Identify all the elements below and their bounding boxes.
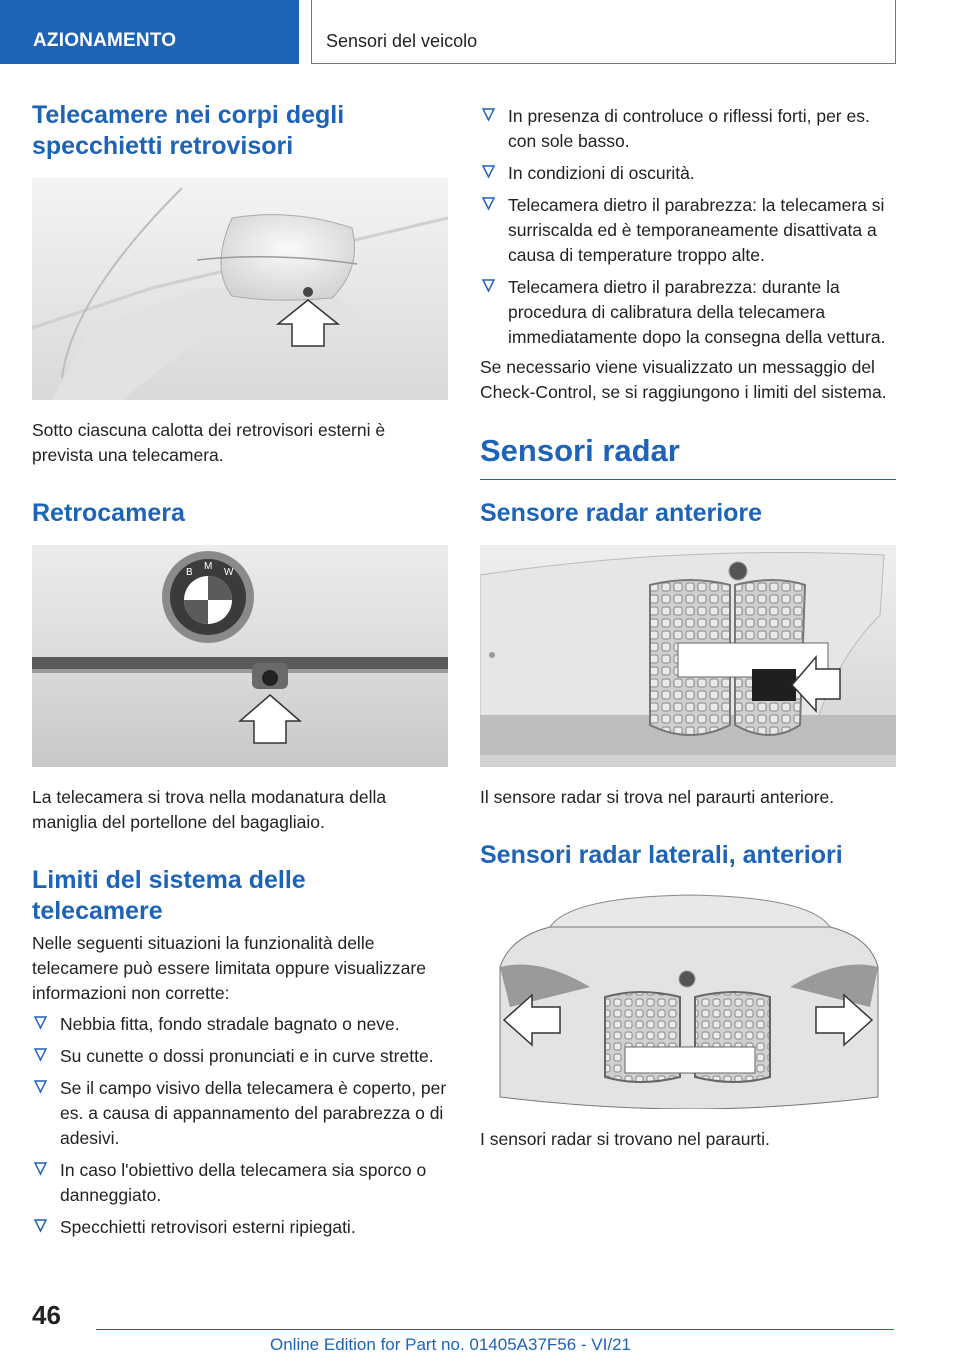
triangle-bullet-icon	[482, 108, 495, 122]
triangle-bullet-icon	[482, 279, 495, 293]
camera-limits-list	[32, 1012, 448, 1240]
header-section-tab	[0, 0, 299, 64]
list-item: Nebbia fitta, fondo stradale bagnato o neve.	[32, 1012, 448, 1037]
left-column	[32, 100, 448, 1247]
triangle-bullet-icon	[482, 165, 495, 179]
list-item: In caso l'obiettivo della telecamera sia sporco o danneggiato.	[32, 1158, 448, 1208]
heading-rear-camera: Retrocamera	[32, 499, 185, 527]
list-item: Se il campo visivo della telecamera è coperto, per es. a causa di appannamento del parabrezza o di adesivi.	[32, 1076, 448, 1151]
list-item: In condizioni di oscurità.	[480, 161, 896, 186]
list-item: Telecamera dietro il parabrezza: la telecamera si surriscalda ed è temporaneamente disattivata a causa di temperature troppo alte.	[480, 193, 896, 268]
header-section-label: AZIONAMENTO	[33, 30, 177, 51]
triangle-bullet-icon	[34, 1080, 47, 1094]
heading-front-radar: Sensore radar anteriore	[480, 499, 763, 527]
footer-edition: Online Edition for Part no. 01405A37F56 - VI/21	[270, 1335, 632, 1354]
paragraph-camera-limits: Nelle seguenti situazioni la funzionalità delle telecamere può essere limitata oppure visualizzare informazioni non corrette:	[32, 933, 426, 1003]
paragraph-side-radar: I sensori radar si trovano nel paraurti.	[480, 1129, 770, 1149]
heading-mirror-cameras: Telecamere nei corpi degli specchietti retrovisori	[32, 101, 345, 160]
bmw-logo-letter: W	[224, 567, 234, 578]
front-radar-illustration	[480, 545, 896, 767]
heading-camera-limits: Limiti del sistema delle telecamere	[32, 866, 306, 925]
triangle-bullet-icon	[34, 1219, 47, 1233]
list-item: Telecamera dietro il parabrezza: durante la procedura di calibratura della telecamera immediatamente dopo la consegna della vettura.	[480, 275, 896, 350]
page-number: 46	[32, 1300, 61, 1330]
right-column	[480, 100, 896, 1152]
paragraph-mirror-cameras: Sotto ciascuna calotta dei retrovisori esterni è prevista una telecamera.	[32, 420, 386, 465]
rear-camera-illustration	[32, 545, 448, 767]
header-chapter-label: Sensori del veicolo	[326, 31, 478, 51]
list-item: Specchietti retrovisori esterni ripiegati.	[32, 1215, 448, 1240]
side-radar-illustration	[480, 887, 896, 1109]
mirror-camera-illustration	[32, 178, 448, 400]
triangle-bullet-icon	[34, 1162, 47, 1176]
bmw-logo-letter: M	[204, 561, 213, 572]
triangle-bullet-icon	[34, 1016, 47, 1030]
triangle-bullet-icon	[482, 197, 495, 211]
header-chapter-box	[311, 0, 896, 64]
paragraph-front-radar: Il sensore radar si trova nel paraurti anteriore.	[480, 787, 835, 807]
heading-side-radar: Sensori radar laterali, anteriori	[480, 841, 843, 869]
list-item: Su cunette o dossi pronunciati e in curve strette.	[32, 1044, 448, 1069]
footer-divider	[96, 1329, 894, 1330]
paragraph-check-control: Se necessario viene visualizzato un messaggio del Check-Control, se si raggiungono i limiti del sistema.	[480, 357, 887, 402]
bmw-logo-letter: B	[186, 567, 193, 578]
list-item: In presenza di controluce o riflessi forti, per es. con sole basso.	[480, 104, 896, 154]
camera-limits-list-continued	[480, 104, 896, 350]
paragraph-rear-camera: La telecamera si trova nella modanatura della maniglia del portellone del bagagliaio.	[32, 787, 387, 832]
heading-radar-sensors: Sensori radar	[480, 431, 896, 480]
triangle-bullet-icon	[34, 1048, 47, 1062]
